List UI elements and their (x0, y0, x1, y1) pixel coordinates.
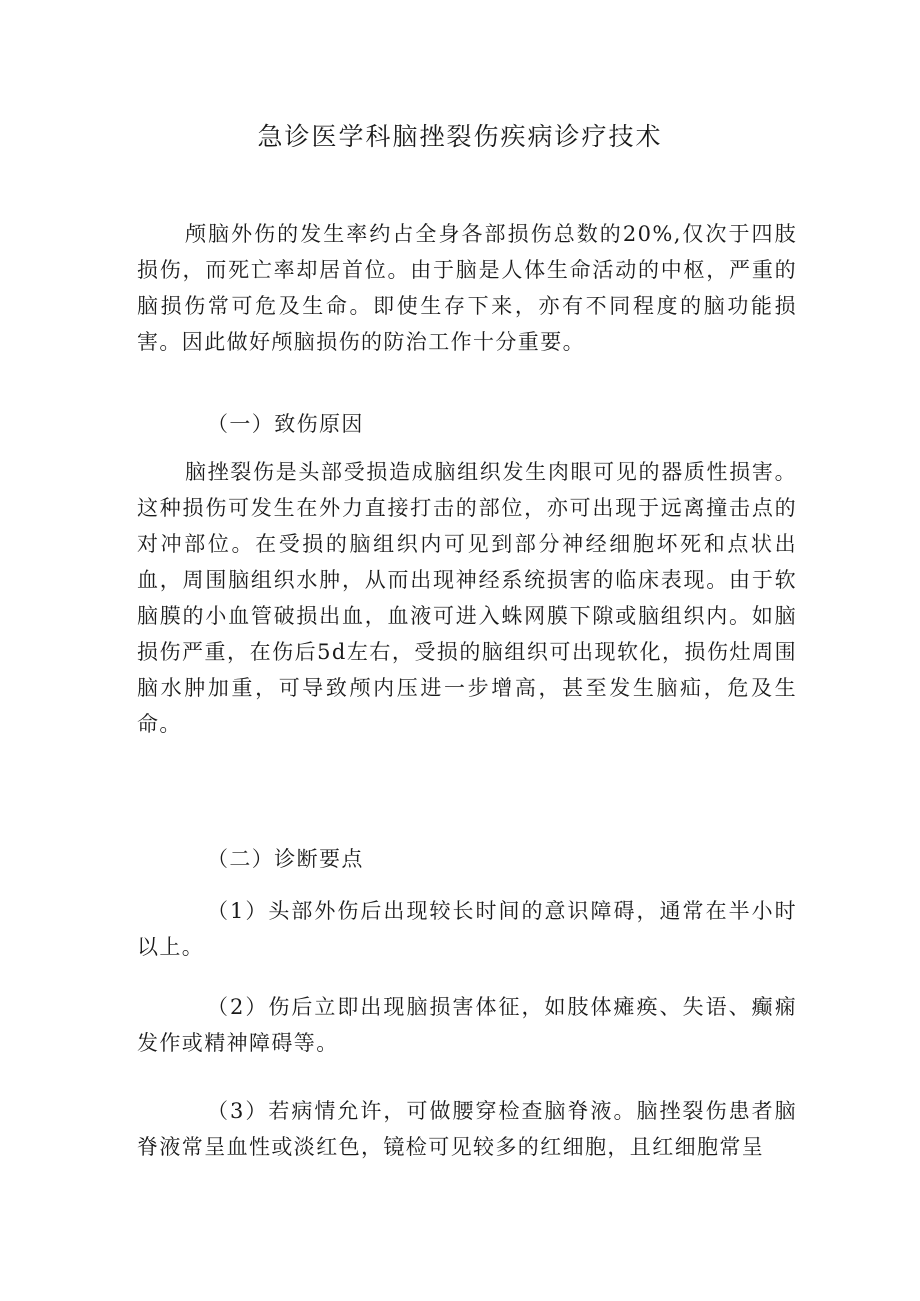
diagnosis-item-3: （3）若病情允许，可做腰穿检查脑脊液。脑挫裂伤患者脑脊液常呈血性或淡红色，镜检可见较多的红细胞，且红细胞常呈 (137, 1099, 797, 1159)
section2-heading: （二）诊断要点 (207, 847, 364, 871)
intro-paragraph: 颅脑外伤的发生率约占全身各部损伤总数的20%,仅次于四肢损伤，而死亡率却居首位。由于脑是人体生命活动的中枢，严重的脑损伤常可危及生命。即使生存下来，亦有不同程度的脑功能损害。因此做好颅脑损伤的防治工作十分重要。 (137, 222, 797, 354)
document-title: 急诊医学科脑挫裂伤疾病诊疗技术 (257, 122, 663, 151)
section1-paragraph: 脑挫裂伤是头部受损造成脑组织发生肉眼可见的器质性损害。这种损伤可发生在外力直接打击的部位，亦可出现于远离撞击点的对冲部位。在受损的脑组织内可见到部分神经细胞坏死和点状出血，周围脑组织水肿，从而出现神经系统损害的临床表现。由于软脑膜的小血管破损出血，血液可进入蛛网膜下隙或脑组织内。如脑损伤严重，在伤后5d左右，受损的脑组织可出现软化，损伤灶周围脑水肿加重，可导致颅内压进一步增高，甚至发生脑疝，危及生命。 (137, 460, 797, 736)
diagnosis-item-2: （2）伤后立即出现脑损害体征，如肢体瘫痪、失语、癫痫发作或精神障碍等。 (137, 995, 797, 1055)
section1-heading: （一）致伤原因 (207, 412, 364, 436)
diagnosis-item-1: （1）头部外伤后出现较长时间的意识障碍，通常在半小时以上。 (137, 899, 797, 959)
